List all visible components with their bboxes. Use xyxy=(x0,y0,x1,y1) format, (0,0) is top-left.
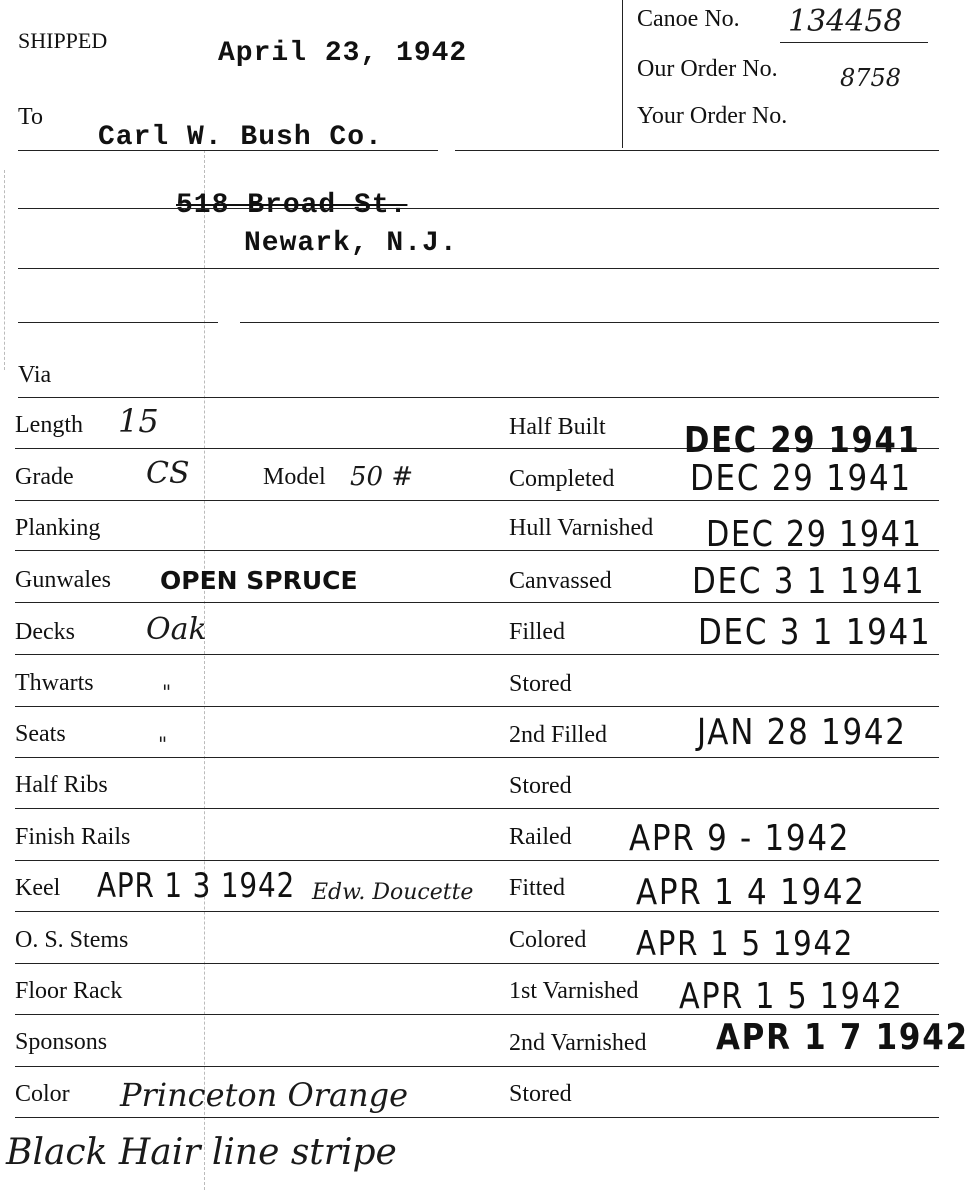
row-rule xyxy=(15,1117,939,1118)
model-value: 50 # xyxy=(350,462,414,492)
to-rule-right xyxy=(455,150,939,151)
decks-label: Decks xyxy=(15,619,75,645)
canoe-no-rule xyxy=(780,42,928,43)
address-line-2: Newark, N.J. xyxy=(244,228,458,259)
via-rule xyxy=(18,397,939,398)
to-name: Carl W. Bush Co. xyxy=(98,122,383,153)
address-rule-2 xyxy=(18,268,939,269)
completed-label: Completed xyxy=(509,466,615,492)
address-line-1: 518 Broad St. xyxy=(176,190,408,221)
row-rule xyxy=(15,1066,939,1067)
second-varnished-date: APR 1 7 1942 xyxy=(716,1017,969,1058)
filled-date: DEC 3 1 1941 xyxy=(698,612,932,653)
row-rule xyxy=(15,602,939,603)
address-rule-1 xyxy=(18,208,939,209)
our-order-label: Our Order No. xyxy=(637,56,778,82)
color-label: Color xyxy=(15,1081,70,1107)
row-rule xyxy=(15,654,939,655)
second-filled-label: 2nd Filled xyxy=(509,722,608,748)
row-rule xyxy=(15,860,939,861)
row-rule xyxy=(15,500,939,501)
shipped-label: SHIPPED xyxy=(18,28,108,53)
keel-label: Keel xyxy=(15,875,61,901)
keel-note: Edw. Doucette xyxy=(312,880,474,905)
finish-rails-label: Finish Rails xyxy=(15,824,131,850)
seats-label: Seats xyxy=(15,721,66,747)
our-order-value: 8758 xyxy=(840,64,902,92)
fitted-date: APR 1 4 1942 xyxy=(636,872,866,913)
hull-varnished-date: DEC 29 1941 xyxy=(706,514,923,555)
half-built-label: Half Built xyxy=(509,414,606,440)
row-rule xyxy=(15,808,939,809)
colored-label: Colored xyxy=(509,927,587,953)
grade-label: Grade xyxy=(15,464,74,490)
canvassed-date: DEC 3 1 1941 xyxy=(692,561,926,602)
planking-label: Planking xyxy=(15,515,101,541)
sponsons-label: Sponsons xyxy=(15,1029,108,1055)
length-value: 15 xyxy=(118,402,159,440)
via-label: Via xyxy=(18,362,52,388)
to-rule xyxy=(18,150,438,151)
scan-artifact-line xyxy=(4,170,5,370)
your-order-label: Your Order No. xyxy=(637,103,788,129)
length-label: Length xyxy=(15,412,83,438)
half-built-date: DEC 29 1941 xyxy=(684,420,921,461)
model-label: Model xyxy=(263,464,326,490)
canoe-no-value: 134458 xyxy=(788,4,903,39)
os-stems-label: O. S. Stems xyxy=(15,927,129,953)
color-value: Princeton Orange xyxy=(120,1076,409,1114)
order-box-divider xyxy=(622,0,623,148)
scan-artifact-line xyxy=(204,150,205,1190)
fitted-label: Fitted xyxy=(509,875,566,901)
address-rule-3b xyxy=(240,322,939,323)
stored-label-1: Stored xyxy=(509,671,572,697)
decks-value: Oak xyxy=(146,612,207,647)
thwarts-label: Thwarts xyxy=(15,670,94,696)
stored-label-2: Stored xyxy=(509,773,572,799)
address-rule-3a xyxy=(18,322,218,323)
keel-value: APR 1 3 1942 xyxy=(97,866,296,906)
stored-label-3: Stored xyxy=(509,1081,572,1107)
canoe-no-label: Canoe No. xyxy=(637,6,740,32)
shipped-date: April 23, 1942 xyxy=(218,38,468,69)
gunwales-value: OPEN SPRUCE xyxy=(160,566,358,595)
canvassed-label: Canvassed xyxy=(509,568,612,594)
completed-date: DEC 29 1941 xyxy=(690,458,912,499)
seats-value: " xyxy=(158,732,168,756)
bottom-note: Black Hair line stripe xyxy=(6,1132,397,1173)
second-varnished-label: 2nd Varnished xyxy=(509,1030,647,1056)
half-ribs-label: Half Ribs xyxy=(15,772,108,798)
filled-label: Filled xyxy=(509,619,566,645)
second-filled-date: JAN 28 1942 xyxy=(697,712,907,753)
to-label: To xyxy=(18,104,43,130)
floor-rack-label: Floor Rack xyxy=(15,978,123,1004)
railed-label: Railed xyxy=(509,824,572,850)
colored-date: APR 1 5 1942 xyxy=(636,924,855,964)
row-rule xyxy=(15,706,939,707)
grade-value: CS xyxy=(146,456,190,491)
railed-date: APR 9 - 1942 xyxy=(629,818,851,859)
first-varnished-date: APR 1 5 1942 xyxy=(679,976,904,1017)
first-varnished-label: 1st Varnished xyxy=(509,978,639,1004)
row-rule xyxy=(15,757,939,758)
gunwales-label: Gunwales xyxy=(15,567,111,593)
thwarts-value: " xyxy=(162,680,172,704)
hull-varnished-label: Hull Varnished xyxy=(509,515,654,541)
